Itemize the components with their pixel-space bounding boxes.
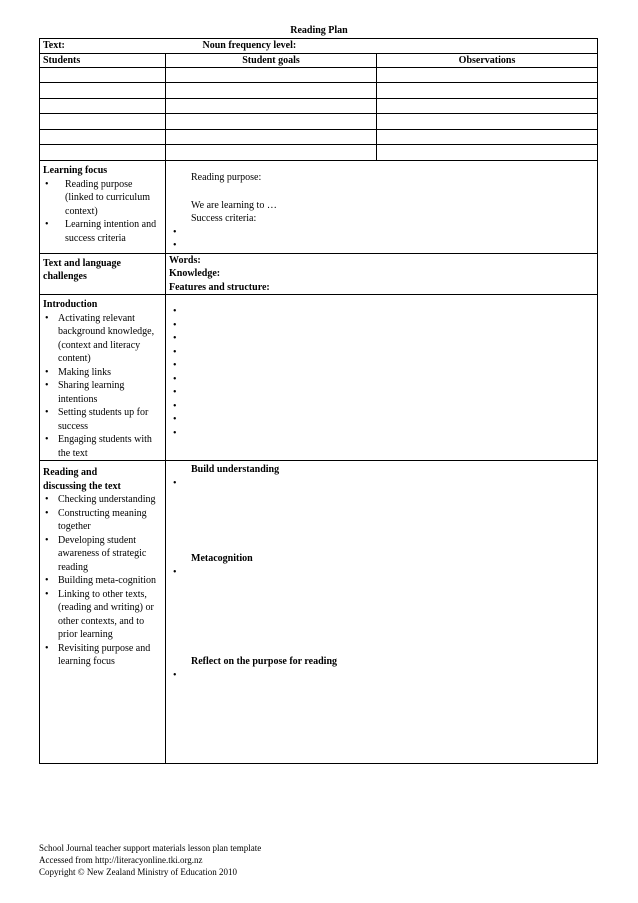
student-row [40,145,598,161]
student-name-cell[interactable] [40,145,166,161]
empty-bullet [169,226,594,240]
empty-bullet [169,319,594,333]
student-name-cell[interactable] [40,99,166,114]
student-observation-cell[interactable] [377,99,598,114]
build-understanding-bullets [169,477,594,491]
introduction-cell [40,295,166,461]
success-criteria-bullets [169,226,594,253]
empty-bullet [169,346,594,360]
footer-line: School Journal teacher support materials lesson plan template [39,843,262,853]
reading-discussing-list [43,493,162,669]
reflect-label: Reflect on the purpose for reading [191,656,338,667]
learning-focus-cell [40,161,166,254]
student-name-cell[interactable] [40,83,166,99]
column-header-students: Students [40,53,166,68]
text-row [40,39,598,54]
empty-bullet [169,305,594,319]
student-name-cell[interactable] [40,114,166,130]
text-label: Text: [43,40,65,51]
empty-bullet [169,239,594,253]
column-header-row [40,53,598,68]
reading-discussing-heading: Reading and discussing the text [43,467,121,492]
empty-bullet [169,427,594,441]
page-title: Reading Plan [290,25,348,36]
build-understanding-label: Build understanding [191,464,280,475]
reflect-bullets [169,669,594,683]
knowledge-label: Knowledge: [169,268,221,279]
learning-focus-content[interactable] [166,161,598,254]
student-row [40,68,598,83]
footer-line: Copyright © New Zealand Ministry of Education 2010 [39,867,238,877]
list-item: • Developing student awareness of strategic reading [43,534,162,575]
text-cell[interactable] [40,39,598,54]
reading-purpose-label: Reading purpose: [191,172,262,183]
metacognition-bullets [169,566,594,580]
empty-bullet [169,400,594,414]
column-header-student-goals: Student goals [166,53,377,68]
introduction-heading: Introduction [43,299,98,310]
empty-bullet [169,669,594,683]
learning-focus-row [40,161,598,254]
list-item: • Making links [43,366,162,380]
student-row [40,83,598,99]
column-header-observations: Observations [377,53,598,68]
empty-bullet [169,413,594,427]
empty-bullet [169,332,594,346]
student-goal-cell[interactable] [166,130,377,145]
text-language-heading: Text and language challenges [43,257,121,282]
empty-bullet [169,359,594,373]
list-item: • Revisiting purpose and learning focus [43,642,162,669]
introduction-list [43,312,162,461]
introduction-content[interactable] [166,295,598,461]
text-language-content[interactable] [166,253,598,295]
student-observation-cell[interactable] [377,83,598,99]
student-observation-cell[interactable] [377,114,598,130]
empty-bullet [169,373,594,387]
features-label: Features and structure: [169,281,270,293]
list-item: • Sharing learning intentions [43,379,162,406]
introduction-bullets [169,305,594,440]
student-goal-cell[interactable] [166,83,377,99]
reading-discussing-content[interactable] [166,461,598,764]
student-goal-cell[interactable] [166,68,377,83]
list-item: • Engaging students with the text [43,433,162,460]
footer [39,842,261,878]
student-goal-cell[interactable] [166,145,377,161]
list-item: • Building meta-cognition [43,574,162,588]
student-row [40,130,598,145]
student-observation-cell[interactable] [377,130,598,145]
list-item: • Activating relevant background knowledge, (context and literacy content) [43,312,162,366]
list-item: • Checking understanding [43,493,162,507]
reading-plan-table [39,38,598,764]
student-name-cell[interactable] [40,68,166,83]
introduction-row [40,295,598,461]
student-row [40,114,598,130]
student-goal-cell[interactable] [166,114,377,130]
empty-bullet [169,477,594,491]
footer-line: Accessed from http://literacyonline.tki.org.nz [39,855,203,865]
learning-focus-list [43,178,162,246]
text-language-row [40,253,598,295]
empty-bullet [169,386,594,400]
student-row [40,99,598,114]
list-item: • Setting students up for success [43,406,162,433]
student-name-cell[interactable] [40,130,166,145]
success-criteria-label: Success criteria: [191,213,257,224]
list-item: • Constructing meaning together [43,507,162,534]
text-language-cell [40,253,166,295]
reading-discussing-row [40,461,598,764]
list-item: • Reading purpose (linked to curriculum context) [43,178,162,219]
noun-frequency-label: Noun frequency level: [202,40,297,51]
learning-to-label: We are learning to … [191,199,277,211]
list-item: • Linking to other texts, (reading and writing) or other contexts, and to prior learning [43,588,162,642]
learning-focus-heading: Learning focus [43,165,108,176]
student-observation-cell[interactable] [377,68,598,83]
empty-bullet [169,566,594,580]
words-label: Words: [169,254,201,266]
student-observation-cell[interactable] [377,145,598,161]
student-goal-cell[interactable] [166,99,377,114]
list-item: • Learning intention and success criteria [43,218,162,245]
reading-discussing-cell [40,461,166,764]
metacognition-label: Metacognition [191,553,253,564]
